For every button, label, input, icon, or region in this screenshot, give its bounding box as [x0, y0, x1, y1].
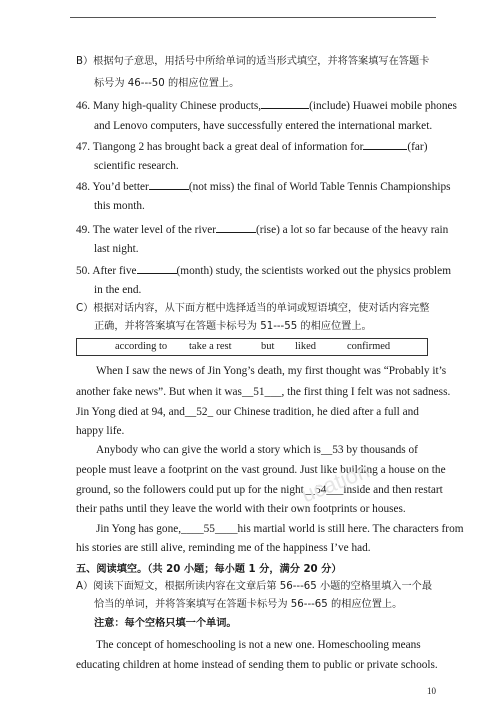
question-48: 48. You’d better (not miss) the final of World Table Tennis Championships: [76, 181, 451, 193]
question-47: 47. Tiangong 2 has brought back a great deal of information for (far): [76, 141, 428, 153]
word-option: but: [261, 341, 275, 352]
word-option: according to: [115, 341, 168, 352]
passage-p2-line-4: their paths until they leave the world with their own footprints or houses.: [76, 503, 406, 515]
passage-p1-line-4: happy life.: [76, 425, 125, 437]
part-5-heading: 五、阅读填空。（共 20 小题；每小题 1 分，满分 20 分）: [76, 564, 342, 575]
passage-p1-line-3: Jin Yong died at 94, and__52_ our Chinese tradition, he died after a full and: [76, 406, 419, 418]
passage-p2-line-3: ground, so the followers could put up for the night__54___inside and then restart: [76, 484, 443, 496]
section-c-instruction-1: C）根据对话内容，从下面方框中选择适当的单词或短语填空，使对话内容完整: [76, 303, 430, 314]
section-b-instruction-1: B）根据句子意思，用括号中所给单词的适当形式填空，并将答案填写在答题卡: [76, 56, 430, 67]
passage-p1-line-1: When I saw the news of Jin Yong’s death, my first thought was “Probably it’s: [96, 365, 447, 377]
word-option: take a rest: [189, 341, 232, 352]
question-50-continued: in the end.: [94, 284, 142, 296]
answer-blank-48[interactable]: [149, 179, 189, 190]
header-rule: [70, 17, 436, 18]
answer-blank-50[interactable]: [137, 263, 177, 274]
word-bank-box: [76, 338, 428, 356]
question-49: 49. The water level of the river (rise) a lot so far because of the heavy rain: [76, 224, 449, 236]
section-b-instruction-2: 标号为 46---50 的相应位置上。: [94, 78, 240, 89]
part-5-note: 注意：每个空格只填一个单词。: [94, 618, 237, 629]
passage-p2-line-1: Anybody who can give the world a story which is__53 by thousands of: [96, 444, 418, 456]
question-46: 46. Many high-quality Chinese products, (include) Huawei mobile phones: [76, 100, 457, 112]
reading-text-line-2: educating children at home instead of sending them to public or private schools.: [76, 659, 438, 671]
reading-text-line-1: The concept of homeschooling is not a new one. Homeschooling means: [96, 639, 421, 651]
word-option: confirmed: [347, 341, 391, 352]
answer-blank-46[interactable]: [261, 98, 309, 109]
passage-p3-line-1: Jin Yong has gone,____55____his martial world is still here. The characters from: [96, 523, 464, 535]
question-49-continued: last night.: [94, 243, 139, 255]
question-50: 50. After five (month) study, the scientists worked out the physics problem: [76, 265, 451, 277]
question-46-continued: and Lenovo computers, have successfully entered the international market.: [94, 120, 433, 132]
part-5-instruction-2: 恰当的单词，并将答案填写在答题卡标号为 56---65 的相应位置上。: [94, 599, 403, 610]
answer-blank-47[interactable]: [363, 139, 407, 150]
passage-p3-line-2: his stories are still alive, reminding me of the happiness I’ve had.: [76, 542, 371, 554]
watermark: ucation: [297, 457, 373, 508]
passage-p1-line-2: another fake news”. But when it was__51___, the first thing I felt was not sadness.: [76, 386, 451, 398]
question-47-continued: scientific research.: [94, 160, 179, 172]
passage-p2-line-2: people must leave a footprint on the vast ground. Just like building a house on the: [76, 464, 446, 476]
page-number: 10: [427, 686, 436, 696]
section-c-instruction-2: 正确，并将答案填写在答题卡标号为 51---55 的相应位置上。: [94, 321, 372, 332]
question-48-continued: this month.: [94, 200, 145, 212]
answer-blank-49[interactable]: [216, 222, 256, 233]
part-5-instruction-1: A）阅读下面短文，根据所读内容在文章后第 56---65 小题的空格里填入一个最: [76, 581, 433, 592]
word-option: liked: [295, 341, 316, 352]
